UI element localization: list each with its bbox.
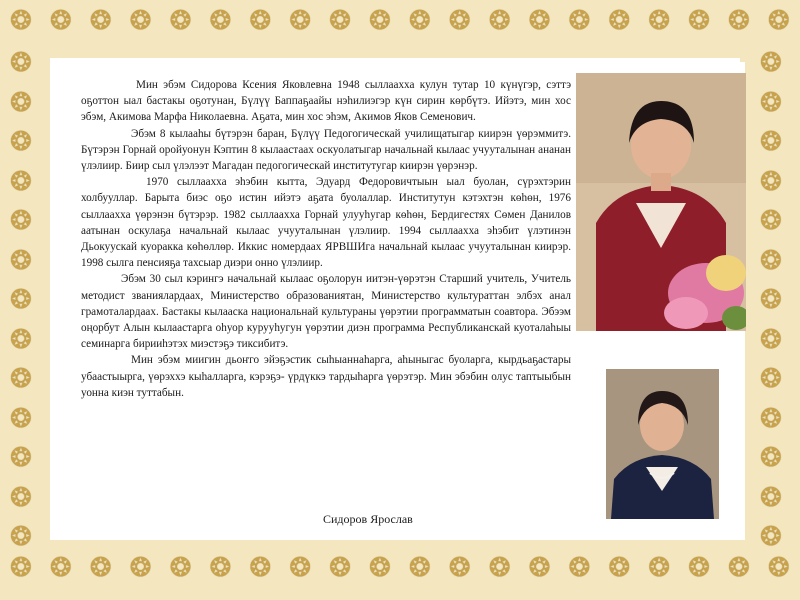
ornament-motif-icon: ❂ (608, 6, 631, 35)
ornament-motif-icon: ❂ (10, 48, 32, 77)
portrait-photo-1-image (576, 73, 746, 331)
ornament-motif-icon: ❂ (760, 403, 782, 433)
ornament-motif-icon: ❂ (488, 6, 511, 35)
ornament-motif-icon: ❂ (49, 6, 72, 35)
ornament-motif-icon: ❂ (760, 48, 782, 77)
ornament-motif-icon: ❂ (528, 553, 551, 582)
paragraph-4: Эбэм 30 сыл кэрингэ начальнай кылаас оҕолорун иитэн-үөрэтэн Старший учитель, Учитель методист званиялардаах, Министерство образованиятан, Министерство культураттан элбэх анал грамоталардаах. Бастакы кылааска национальнай культураны үөрэтии программатын соавтора. Эбээм оңорбут Алын кылаастарга оһуор курууһугун үөрэтии диэн программа Республиканскай куоталаһыы семинарга бирииһэтэх миэстэҕэ тиксибитэ. (81, 273, 571, 351)
ornament-row-bottom (10, 555, 790, 581)
ornament-motif-icon: ❂ (369, 6, 391, 35)
ornament-motif-icon: ❂ (10, 553, 32, 582)
ornament-motif-icon: ❂ (760, 166, 782, 196)
ornament-motif-icon: ❂ (528, 6, 551, 35)
ornament-motif-icon: ❂ (10, 166, 32, 196)
ornament-motif-icon: ❂ (728, 553, 750, 582)
ornament-motif-icon: ❂ (760, 285, 782, 314)
ornament-column-right (760, 50, 782, 550)
ornament-motif-icon: ❂ (289, 553, 312, 582)
ornament-motif-icon: ❂ (10, 206, 32, 235)
ornament-motif-icon: ❂ (608, 553, 631, 582)
paragraph-5: Мин эбэм миигин дьоҥго эйэҕэстик сыһыаннаһарга, аһыныгас буоларга, кырдьаҕастары убаастыырга, үөрэххэ кыһалларга, кэрэҕэ- үрдүккэ тардыһарга үөрэтэр. Мин эбэбин олус таптыыбын уонна киэн туттабын. (81, 354, 571, 399)
ornament-motif-icon: ❂ (209, 553, 232, 582)
ornament-motif-icon: ❂ (760, 364, 782, 393)
ornament-motif-icon: ❂ (760, 324, 782, 354)
ornament-motif-icon: ❂ (648, 553, 671, 582)
ornament-column-left (10, 50, 32, 550)
ornament-motif-icon: ❂ (169, 6, 192, 35)
ornament-motif-icon: ❂ (10, 324, 32, 354)
ornament-motif-icon: ❂ (329, 553, 351, 582)
biography-text (81, 77, 571, 401)
ornament-motif-icon: ❂ (568, 6, 591, 35)
ornament-motif-icon: ❂ (760, 482, 782, 512)
ornament-motif-icon: ❂ (329, 6, 351, 35)
ornament-motif-icon: ❂ (10, 482, 32, 512)
ornament-motif-icon: ❂ (760, 206, 782, 235)
ornament-motif-icon: ❂ (10, 364, 32, 393)
ornament-motif-icon: ❂ (10, 127, 32, 156)
signature-author: Сидоров Ярослав (323, 512, 413, 526)
ornament-motif-icon: ❂ (408, 6, 431, 35)
ornament-motif-icon: ❂ (688, 6, 710, 35)
ornament-motif-icon: ❂ (760, 127, 782, 156)
ornament-motif-icon: ❂ (49, 553, 72, 582)
ornament-motif-icon: ❂ (369, 553, 391, 582)
ornament-motif-icon: ❂ (129, 6, 152, 35)
ornament-motif-icon: ❂ (648, 6, 671, 35)
ornament-motif-icon: ❂ (408, 553, 431, 582)
ornament-motif-icon: ❂ (10, 6, 32, 35)
ornament-motif-icon: ❂ (169, 553, 192, 582)
ornament-motif-icon: ❂ (10, 245, 32, 275)
portrait-photo-2 (606, 369, 719, 519)
ornament-row-top (10, 8, 790, 34)
ornament-motif-icon: ❂ (760, 87, 782, 117)
ornament-motif-icon: ❂ (10, 443, 32, 472)
ornament-motif-icon: ❂ (568, 553, 591, 582)
ornament-motif-icon: ❂ (89, 6, 112, 35)
ornament-motif-icon: ❂ (89, 553, 112, 582)
ornament-motif-icon: ❂ (760, 443, 782, 472)
ornament-motif-icon: ❂ (249, 553, 272, 582)
portrait-photo-with-flowers (576, 73, 746, 331)
ornament-motif-icon: ❂ (249, 6, 272, 35)
ornament-motif-icon: ❂ (760, 522, 782, 551)
ornament-motif-icon: ❂ (10, 87, 32, 117)
ornament-motif-icon: ❂ (10, 403, 32, 433)
ornament-motif-icon: ❂ (760, 245, 782, 275)
paragraph-1: Мин эбэм Сидорова Ксения Яковлевна 1948 сыллаахха кулун тутар 10 күнүгэр, сэттэ оҕоттон ыал бастакы оҕотунан, Бүлүү Баппаҕаайы нэһилиэгэр күн сирин көрбүтэ. Ийэтэ, мин хос эбэм, Акимова Марфа Николаевна. Аҕата, мин хос эһэм, Акимов Яков Семенович. (81, 79, 571, 124)
paragraph-3: 1970 сыллаахха эһэбин кытта, Эдуард Федоровичтыын ыал буолан, сүрэхтэрин холбууллар. Барыта биэс оҕо истин ийэтэ аҕата буолаллар. Институтун кэтэхтэн көһөн, 1976 сыллаахха үөрэнэн бүтэрэр. 1982 сыллаахха Горнай улууһугар көһөн, Бердигестях Сөмен Данилов аатынан оскулаҕа начальнай кылаас учууталынан үлэлиир. 1994 сыллаахха эһэбит үлэтинэн Дьокуускай куоракка көһөллөр. Иккис номердаах ЯРВШИга начальнай кылаас учууталынан киирэр. 1998 сылга пенсияҕа тахсыар диэри онно үлэлиир. (81, 176, 571, 270)
ornament-motif-icon: ❂ (767, 553, 790, 582)
ornament-motif-icon: ❂ (129, 553, 152, 582)
ornament-motif-icon: ❂ (688, 553, 710, 582)
ornament-motif-icon: ❂ (448, 553, 471, 582)
ornament-motif-icon: ❂ (10, 285, 32, 314)
ornament-motif-icon: ❂ (728, 6, 750, 35)
ornament-motif-icon: ❂ (767, 6, 790, 35)
ornament-motif-icon: ❂ (209, 6, 232, 35)
paragraph-2: Эбэм 8 кылааһы бүтэрэн баран, Бүлүү Педогогическай училищатыгар киирэн үөрэммитэ. Бүтэрэн Горнай оройуонун Кэптин 8 кылаастаах оскуолатыгар начальнай кылаас учууталынан ананан үлэлиир. Биир сыл үлэлээт Магадан педогогическай институтугар киирэн үөрэнэр. (81, 127, 571, 173)
ornament-motif-icon: ❂ (289, 6, 312, 35)
ornament-motif-icon: ❂ (488, 553, 511, 582)
portrait-photo-2-image (606, 369, 719, 519)
ornament-motif-icon: ❂ (448, 6, 471, 35)
ornament-motif-icon: ❂ (10, 522, 32, 551)
